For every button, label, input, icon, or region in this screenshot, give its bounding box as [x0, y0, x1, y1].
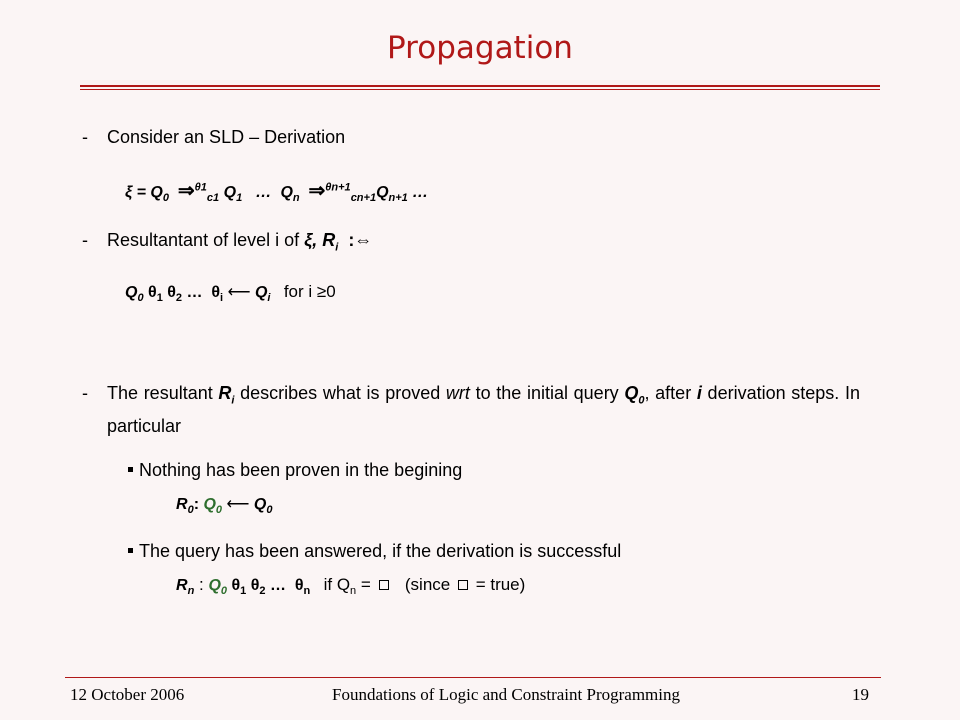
footer-course: Foundations of Logic and Constraint Programming — [332, 685, 680, 704]
subitem-nothing-proven: Nothing has been proven in the begining — [128, 460, 462, 481]
bullet-dash: - — [82, 383, 88, 403]
item-sld-derivation: Consider an SLD – Derivation — [107, 127, 346, 147]
square-bullet-icon — [128, 548, 133, 553]
empty-clause-box-icon — [379, 580, 389, 590]
title-divider — [80, 85, 880, 90]
slide-title: Propagation — [387, 30, 573, 66]
formula-r0: $R_0$: $Q_0$ ⟵ $Q_0$ — [176, 496, 273, 517]
subitem-query-answered: The query has been answered, if the derivation is successful — [128, 541, 621, 562]
footer-date: 12 October 2006 — [70, 685, 185, 704]
item-resultant-definition: Resultantant of level i of ξ, $R_i$ :⇔ — [107, 230, 373, 254]
formula-derivation: $\xi = Q_0$ ⇒$^{\theta 1}_{c1}$ $Q_1$ … $Q_n$ $\Rightarrow^{\theta n+1}_{cn+1}Q_{n+1}$ … — [125, 180, 429, 205]
bullet-dash: - — [82, 230, 88, 250]
empty-clause-box-icon — [458, 580, 468, 590]
footer-divider — [65, 677, 881, 678]
formula-resultant: $Q_0$ $\theta_1$ $\theta_2$ … $\theta_i$ ⟵ $Q_i$ for i ≥0 — [125, 282, 336, 305]
item-resultant-description: The resultant $R_i$ describes what is proved wrt to the initial query $Q_0$, after i derivation steps. In particular — [107, 383, 860, 436]
square-bullet-icon — [128, 467, 133, 472]
formula-rn: $R_n$ : $Q_0$ $\theta_1$ $\theta_2$ … $\theta_n$ if $Q_n$ = (since = true) — [176, 575, 526, 598]
bullet-dash: - — [82, 127, 88, 147]
footer-page-number: 19 — [852, 685, 869, 704]
